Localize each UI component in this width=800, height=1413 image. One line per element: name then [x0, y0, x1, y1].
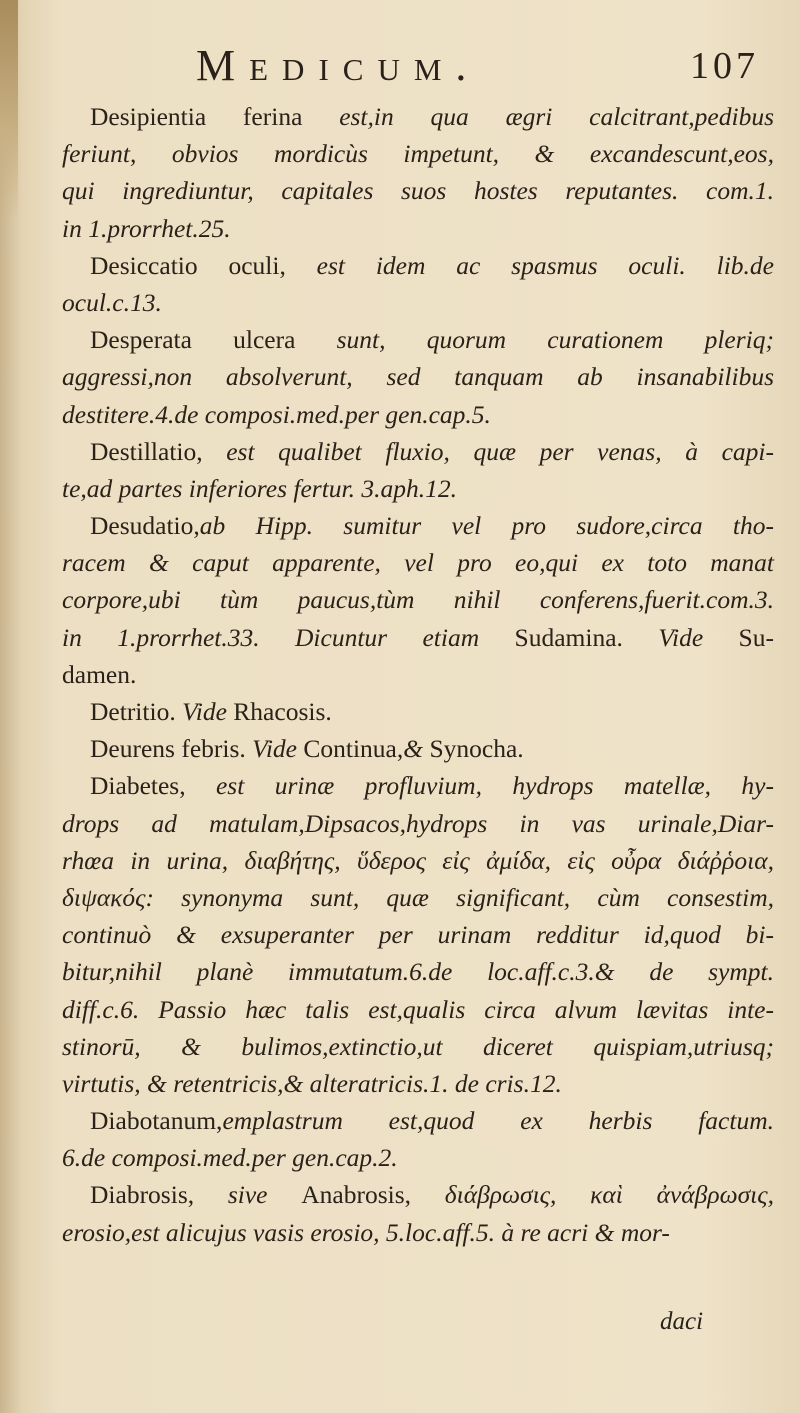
text-line — [62, 247, 774, 284]
italic-segment: racem & caput apparente, vel pro eo,qui ex toto manat — [62, 548, 774, 578]
italic-segment: in 1.prorrhet.25. — [62, 213, 231, 243]
italic-segment: te,ad partes inferiores fertur. 3.aph.12. — [62, 473, 458, 503]
italic-segment: sive — [227, 1180, 302, 1210]
catchword: daci — [660, 1308, 704, 1335]
dictionary-entry — [62, 767, 774, 1102]
roman-segment: Synocha. — [429, 734, 524, 764]
italic-segment: 6.de composi.med.per gen.cap.2. — [62, 1143, 398, 1173]
page-number: 107 — [690, 45, 759, 87]
italic-segment: erosio,est alicujus vasis erosio, 5.loc.aff.5. à re acri & mor- — [62, 1217, 670, 1247]
roman-segment: Desiccatio oculi, — [90, 250, 317, 280]
text-line — [62, 805, 774, 842]
page-edge-stain — [0, 0, 18, 220]
roman-segment: Deurens febris. — [90, 734, 253, 764]
text-line — [62, 953, 774, 990]
italic-segment: ocul.c.13. — [62, 287, 162, 317]
text-line — [62, 172, 774, 209]
dictionary-entry — [62, 693, 774, 730]
text-line — [62, 507, 774, 544]
text-line — [62, 879, 774, 916]
italic-segment: virtutis, & retentricis,& alteratricis.1. de cris.12. — [62, 1068, 562, 1098]
text-line — [62, 321, 774, 358]
dictionary-entry — [62, 1102, 774, 1176]
roman-segment: Desperata ulcera — [90, 325, 337, 355]
text-line — [62, 991, 774, 1028]
italic-segment: ab Hipp. sumitur vel pro sudore,circa tho- — [199, 511, 774, 541]
italic-segment: aggressi,non absolverunt, sed tanquam ab insanabilibus — [62, 362, 774, 392]
italic-segment: corpore,ubi tùm paucus,tùm nihil conferens,fuerit.com.3. — [62, 585, 774, 615]
text-line — [62, 1176, 774, 1213]
roman-segment: Desudatio, — [90, 511, 200, 541]
italic-segment: destitere.4.de composi.med.per gen.cap.5. — [62, 399, 491, 429]
text-line — [62, 396, 774, 433]
roman-segment: Sudamina. — [514, 622, 659, 652]
roman-segment: Rhacosis. — [233, 697, 332, 726]
text-line — [62, 1139, 774, 1176]
text-line — [62, 730, 774, 767]
text-line — [62, 433, 774, 470]
roman-segment: Destillatio, — [90, 436, 227, 466]
text-line — [62, 358, 774, 395]
italic-segment: sunt, quorum curationem pleriq; — [336, 325, 774, 355]
dictionary-entry — [62, 321, 774, 433]
italic-segment: emplastrum est,quod ex herbis factum. — [222, 1106, 774, 1136]
roman-segment: Diabotanum, — [90, 1106, 223, 1136]
italic-segment: Vide — [658, 622, 739, 652]
roman-segment: Su- — [738, 622, 774, 652]
italic-segment: rhœa in urina, διαβήτης, ὕδερος εἰς ἀμίδα, εἰς οὖρα διάῤῥοια, — [62, 845, 774, 875]
italic-segment: Vide — [182, 697, 234, 726]
italic-segment: feriunt, obvios mordicùs impetunt, & excandescunt,eos, — [62, 139, 774, 169]
italic-segment: διάβρωσις, καὶ ἀνάβρωσις, — [444, 1180, 774, 1210]
roman-segment: Desipientia ferina — [90, 102, 340, 131]
page-header — [0, 40, 800, 90]
italic-segment: qui ingrediuntur, capitales suos hostes reputantes. com.1. — [62, 176, 774, 206]
text-line — [62, 1028, 774, 1065]
italic-segment: est idem ac spasmus oculi. lib.de — [316, 250, 775, 280]
roman-segment: damen. — [62, 659, 137, 689]
dictionary-entry — [62, 730, 774, 767]
roman-segment: Anabrosis, — [301, 1180, 445, 1210]
roman-segment: Detritio. — [90, 697, 183, 726]
italic-segment: in 1.prorrhet.33. Dicuntur etiam — [62, 622, 515, 652]
dictionary-entry — [62, 247, 774, 321]
roman-segment: Diabrosis, — [90, 1180, 228, 1210]
text-line — [62, 210, 774, 247]
text-line — [62, 544, 774, 581]
dictionary-entry — [62, 507, 774, 693]
text-line — [62, 619, 774, 656]
italic-segment: drops ad matulam,Dipsacos,hydrops in vas urinale,Diar- — [62, 808, 774, 838]
italic-segment: diff.c.6. Passio hæc talis est,qualis circa alvum lævitas inte- — [62, 994, 774, 1024]
italic-segment: Vide — [252, 734, 304, 764]
text-line — [62, 1214, 774, 1251]
italic-segment: διψακός: synonyma sunt, quæ significant, cùm consestim, — [62, 882, 774, 912]
running-title: Medicum. — [196, 41, 481, 90]
dictionary-entry — [62, 1176, 774, 1250]
dictionary-entries — [62, 98, 774, 1251]
text-line — [62, 135, 774, 172]
text-line — [62, 693, 774, 730]
italic-segment: & — [403, 734, 430, 764]
italic-segment: bitur,nihil planè immutatum.6.de loc.aff.c.3.& de sympt. — [62, 957, 774, 987]
italic-segment: est urinæ profluvium, hydrops matellæ, hy- — [215, 771, 774, 801]
text-line — [62, 581, 774, 618]
text-line — [62, 1065, 774, 1102]
text-line — [62, 842, 774, 879]
roman-segment: Continua, — [303, 734, 404, 764]
roman-segment: Diabetes, — [90, 771, 216, 801]
text-line — [62, 656, 774, 693]
dictionary-entry — [62, 98, 774, 247]
italic-segment: stinorū, & bulimos,extinctio,ut diceret quispiam,utriusq; — [62, 1031, 774, 1061]
text-line — [62, 1102, 774, 1139]
text-line — [62, 916, 774, 953]
text-line — [62, 470, 774, 507]
italic-segment: est qualibet fluxio, quæ per venas, à capi- — [226, 436, 774, 466]
text-line — [62, 98, 774, 135]
italic-segment: continuò & exsuperanter per urinam redditur id,quod bi- — [62, 920, 774, 950]
text-line — [62, 767, 774, 804]
dictionary-entry — [62, 433, 774, 507]
text-line — [62, 284, 774, 321]
italic-segment: est,in qua ægri calcitrant,pedibus — [339, 102, 774, 131]
